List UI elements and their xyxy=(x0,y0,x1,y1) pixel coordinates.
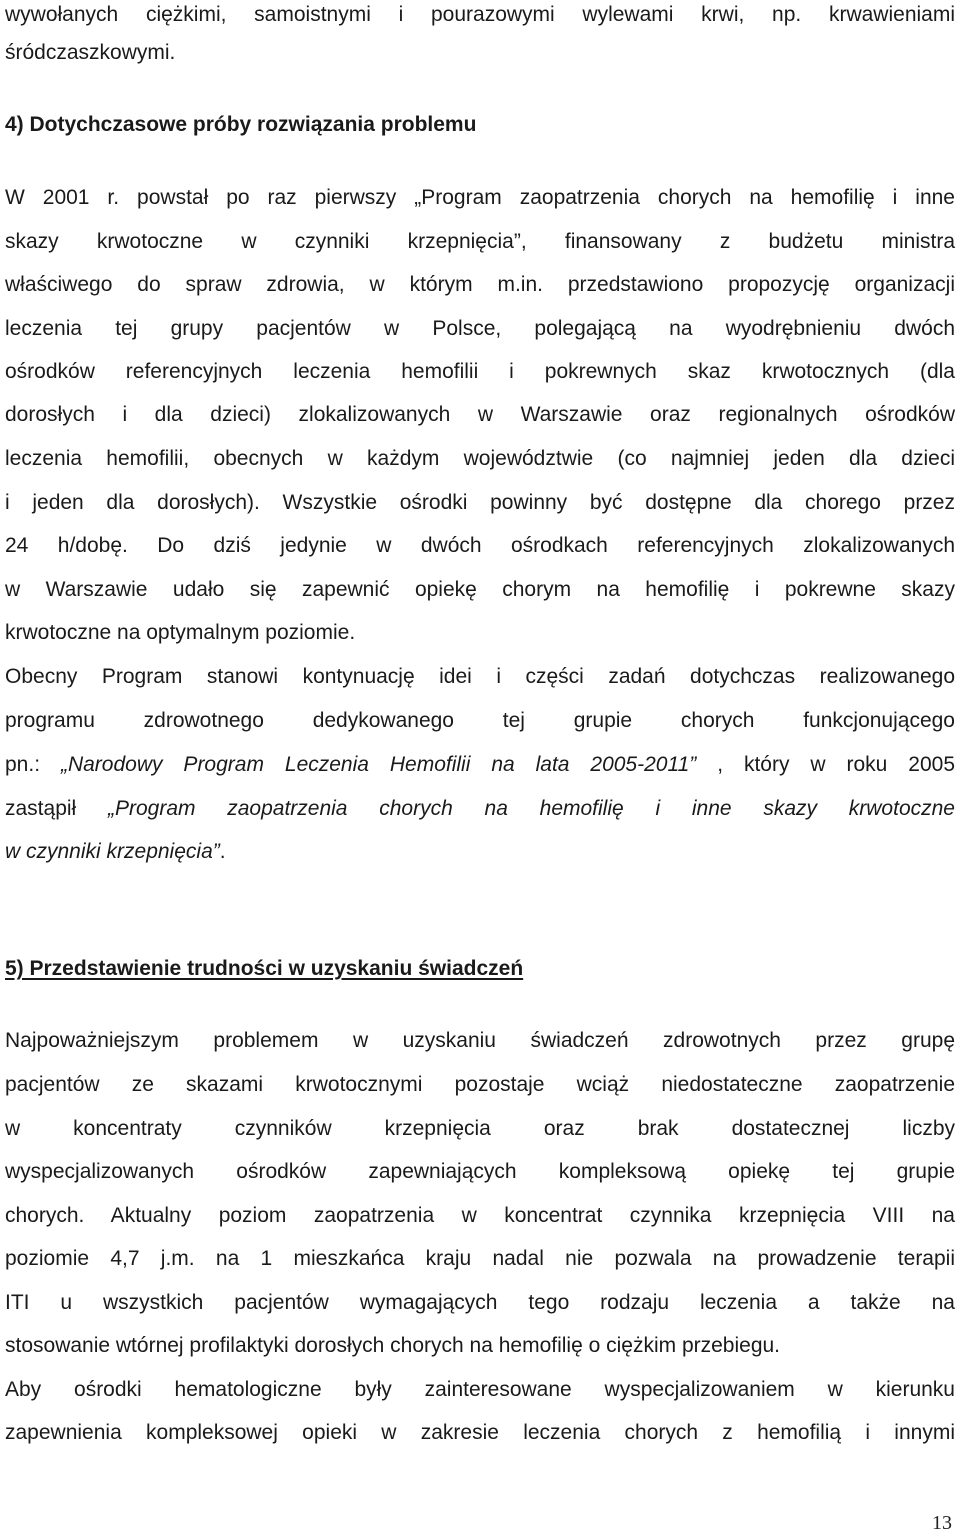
paragraph-line: programu zdrowotnego dedykowanego tej grupie chorych funkcjonującego xyxy=(5,709,955,732)
paragraph-line: właściwego do spraw zdrowia, w którym m.in. przedstawiono propozycję organizacji xyxy=(5,273,955,296)
paragraph-line xyxy=(5,750,955,780)
paragraph-line: leczenia tej grupy pacjentów w Polsce, polegającą na wyodrębnieniu dwóch xyxy=(5,317,955,340)
paragraph-line: zapewnienia kompleksowej opieki w zakresie leczenia chorych z hemofilią i innymi xyxy=(5,1421,955,1444)
program-title-italic: „Program zaopatrzenia chorych na hemofilię i inne skazy krwotoczne xyxy=(107,797,955,820)
paragraph-line: ITI u wszystkich pacjentów wymagających tego rodzaju leczenia a także na xyxy=(5,1291,955,1314)
paragraph-line: krwotoczne na optymalnym poziomie. xyxy=(5,621,356,644)
page-number: 13 xyxy=(932,1512,952,1534)
paragraph-line: wyspecjalizowanych ośrodków zapewniających kompleksową opiekę tej grupie xyxy=(5,1160,955,1183)
paragraph-line: stosowanie wtórnej profilaktyki dorosłych chorych na hemofilię o ciężkim przebiegu. xyxy=(5,1334,781,1357)
section-4-heading: 4) Dotychczasowe próby rozwiązania problemu xyxy=(5,113,477,136)
paragraph-line: Obecny Program stanowi kontynuację idei i części zadań dotychczas realizowanego xyxy=(5,665,955,688)
paragraph-line: ośrodków referencyjnych leczenia hemofilii i pokrewnych skaz krwotocznych (dla xyxy=(5,360,955,383)
section-5-heading-text: 5) Przedstawienie trudności w uzyskaniu świadczeń xyxy=(5,957,524,980)
intro-line: wywołanych ciężkimi, samoistnymi i pourazowymi wylewami krwi, np. krwawieniami xyxy=(5,3,955,26)
text-run: pn.: xyxy=(5,753,61,776)
text-run: . xyxy=(219,840,226,863)
paragraph-line: Aby ośrodki hematologiczne były zainteresowane wyspecjalizowaniem w kierunku xyxy=(5,1378,955,1401)
section-5-heading xyxy=(5,954,955,984)
paragraph-line: w Warszawie udało się zapewnić opiekę chorym na hemofilię i pokrewne skazy xyxy=(5,578,955,601)
text-run: , który w roku 2005 xyxy=(717,753,955,776)
paragraph-line xyxy=(5,837,955,867)
text-run: zastąpił xyxy=(5,797,108,820)
program-title-italic: w czynniki krzepnięcia” xyxy=(5,840,220,863)
paragraph-line: dorosłych i dla dzieci) zlokalizowanych w Warszawie oraz regionalnych ośrodków xyxy=(5,403,955,426)
program-title-italic: „Narodowy Program Leczenia Hemofilii na lata 2005-2011” xyxy=(60,753,697,776)
paragraph-line: Najpoważniejszym problemem w uzyskaniu świadczeń zdrowotnych przez grupę xyxy=(5,1029,955,1052)
intro-line: śródczaszkowymi. xyxy=(5,41,176,64)
paragraph-line xyxy=(5,794,955,824)
paragraph-line: W 2001 r. powstał po raz pierwszy „Program zaopatrzenia chorych na hemofilię i inne xyxy=(5,186,955,209)
paragraph-line: skazy krwotoczne w czynniki krzepnięcia”, finansowany z budżetu ministra xyxy=(5,230,955,253)
paragraph-line: pacjentów ze skazami krwotocznymi pozostaje wciąż niedostateczne zaopatrzenie xyxy=(5,1073,955,1096)
paragraph-line: chorych. Aktualny poziom zaopatrzenia w koncentrat czynnika krzepnięcia VIII na xyxy=(5,1204,955,1227)
paragraph-line: i jeden dla dorosłych). Wszystkie ośrodki powinny być dostępne dla chorego przez xyxy=(5,491,955,514)
paragraph-line: w koncentraty czynników krzepnięcia oraz brak dostatecznej liczby xyxy=(5,1117,955,1140)
paragraph-line: 24 h/dobę. Do dziś jedynie w dwóch ośrodkach referencyjnych zlokalizowanych xyxy=(5,534,955,557)
paragraph-line: leczenia hemofilii, obecnych w każdym województwie (co najmniej jeden dla dzieci xyxy=(5,447,955,470)
paragraph-line: poziomie 4,7 j.m. na 1 mieszkańca kraju nadal nie pozwala na prowadzenie terapii xyxy=(5,1247,955,1270)
